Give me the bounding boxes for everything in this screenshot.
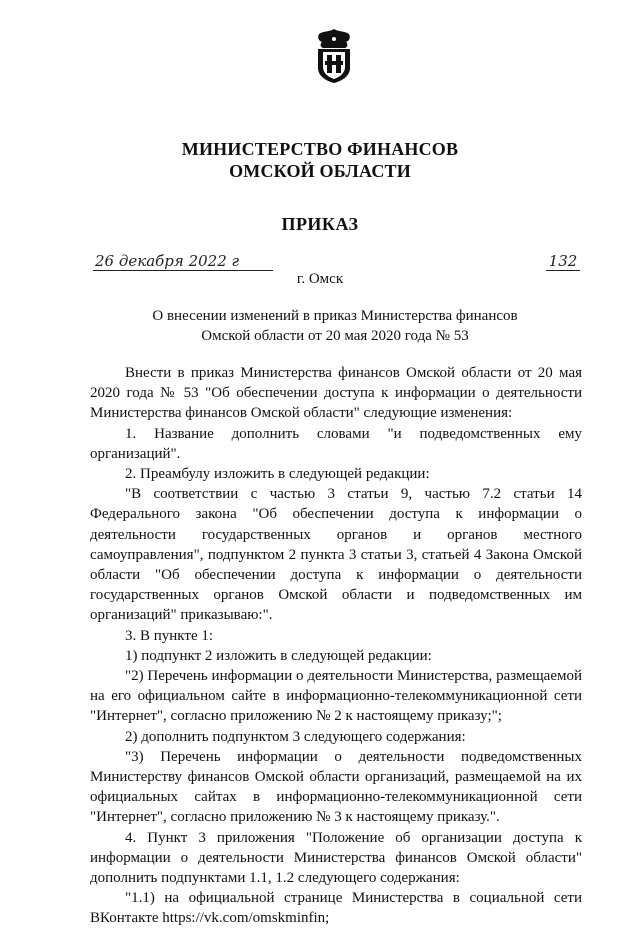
city-label: г. Омск [296, 271, 344, 287]
handwritten-date: 26 декабря 2022 г [93, 252, 273, 271]
paragraph: 4. Пункт 3 приложения "Положение об организации доступа к информации о деятельности Министерства финансов Омской области" дополнить подпунктами 1.1, 1.2 следующего содержания: [90, 829, 582, 887]
ministry-name-line1: МИНИСТЕРСТВО ФИНАНСОВ [181, 139, 459, 159]
order-subject [90, 306, 580, 346]
paragraph: 2. Преамбулу изложить в следующей редакции: [125, 466, 430, 483]
paragraph: 1) подпункт 2 изложить в следующей редакции: [125, 647, 432, 664]
paragraph: Внести в приказ Министерства финансов Омской области от 20 мая 2020 года № 53 "Об обеспечении доступа к информации о деятельности Министерства финансов Омской области" следующие изменения: [90, 365, 582, 422]
order-subject-line2: Омской области от 20 мая 2020 года № 53 [201, 328, 469, 344]
handwritten-order-number: 132 [546, 252, 580, 271]
paragraph: "1.1) на официальной странице Министерства в социальной сети ВКонтакте https://vk.com/omskminfin; [90, 890, 582, 927]
ministry-name [0, 138, 640, 182]
order-body [90, 363, 582, 929]
ministry-name-line2: ОМСКОЙ ОБЛАСТИ [229, 161, 411, 181]
paragraph: "3) Перечень информации о деятельности подведомственных Министерству финансов Омской области организаций, размещаемой на их официальных сайтах в информационно-телекоммуникационной сети "Интернет", согласно приложению № 3 к настоящему приказу.". [90, 748, 582, 826]
paragraph: "В соответствии с частью 3 статьи 9, частью 7.2 статьи 14 Федерального закона "Об обеспечении доступа к информации о деятельности государственных органов и органов местного самоуправления", подпунктом 2 пункта 3 статьи 3, статьей 4 Закона Омской области "Об обеспечении доступа к информации о деятельности государственных органов Омской области и подведомственных им организаций" приказываю:". [90, 486, 582, 624]
paragraph: 1. Название дополнить словами "и подведомственных ему организаций". [90, 425, 582, 462]
paragraph: 3. В пункте 1: [125, 627, 214, 644]
paragraph: 2) дополнить подпунктом 3 следующего содержания: [125, 728, 466, 745]
order-subject-line1: О внесении изменений в приказ Министерства финансов [152, 308, 518, 324]
coat-of-arms-emblem [313, 28, 355, 84]
document-type-title: ПРИКАЗ [281, 214, 359, 234]
paragraph: "2) Перечень информации о деятельности Министерства, размещаемой на его официальном сайте в информационно-телекоммуникационной сети "Интернет", согласно приложению № 2 к настоящему приказу;"; [90, 668, 582, 725]
